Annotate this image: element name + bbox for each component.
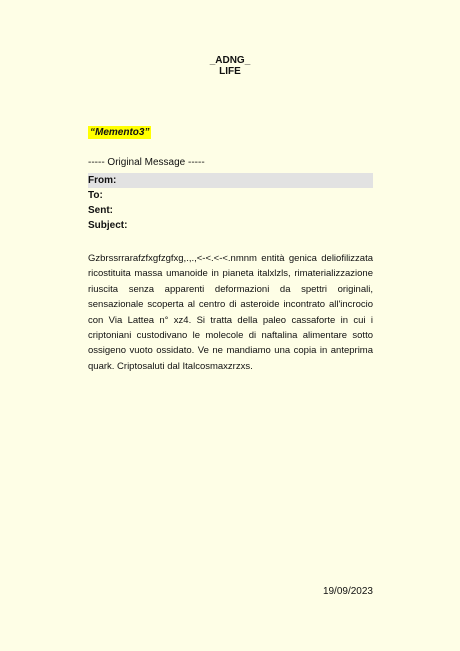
memento-title: “Memento3” — [90, 127, 150, 138]
sent-field: Sent: — [88, 205, 113, 216]
original-message-separator: ----- Original Message ----- — [88, 157, 205, 168]
from-field: From: — [88, 173, 373, 188]
message-fields — [88, 173, 373, 233]
subject-field: Subject: — [88, 220, 128, 231]
message-body: Gzbrssrrarafzfxgfzgfxg,.,.,<-<.<-<.nmnm entità genica deliofilizzata ricostituita massa umanoide in pianeta italxlzls, rimaterializzazione riuscita senza apparenti deformazioni da spettri originali, sensazionale scoperta al centro di asteroide incontrato all'incrocio con Via Lattea n° xz4. Si tratta della paleo cassaforte in cui i criptoniani custodivano le molecole di naftalina alimentare sotto ossigeno vuoto ossidato. Ve ne mandiamo una copia in anteprima quark. Criptosaluti dal Italcosmaxzrzxs. — [88, 253, 373, 372]
to-field: To: — [88, 190, 103, 201]
document-date: 19/09/2023 — [322, 586, 373, 597]
header-line-2: LIFE — [219, 66, 241, 77]
document-header — [0, 55, 460, 77]
header-line-1: _ADNG_ — [209, 55, 251, 66]
